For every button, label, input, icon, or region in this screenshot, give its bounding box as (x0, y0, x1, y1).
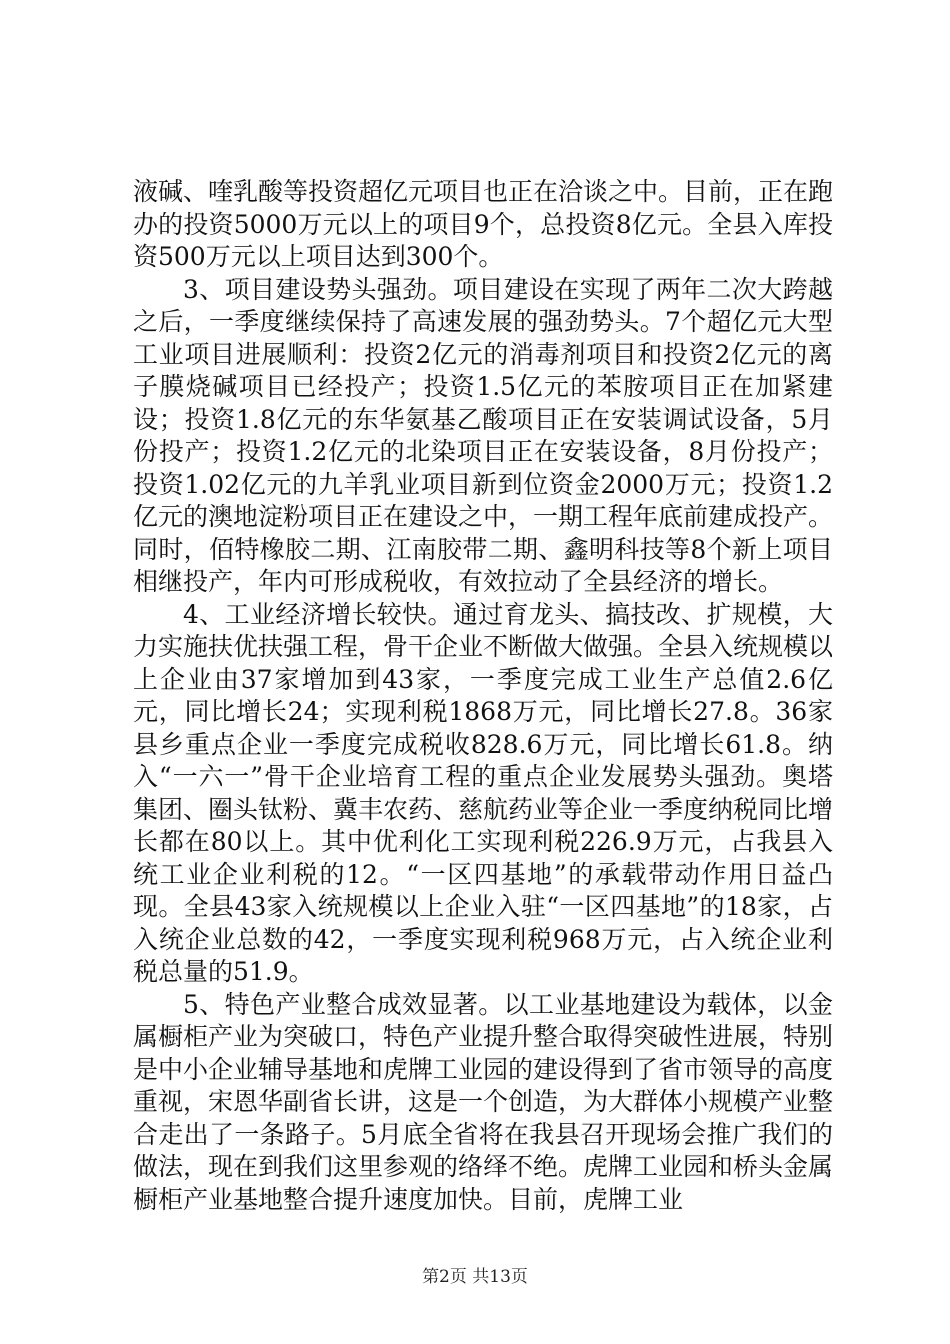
paragraph-industrial-growth: 4、工业经济增长较快。通过育龙头、搞技改、扩规模，大力实施扶优扶强工程，骨干企业不断做大做强。全县入统规模以上企业由37家增加到43家，一季度完成工业生产总值2.6亿元，同比增长24；实现利税1868万元，同比增长27.8。36家县乡重点企业一季度完成税收828.6万元，同比增长61.8。纳入“一六一”骨干企业培育工程的重点企业发展势头强劲。奥塔集团、圈头钛粉、冀丰农药、慈航药业等企业一季度纳税同比增长都在80以上。其中优利化工实现利税226.9万元，占我县入统工业企业利税的12。“一区四基地”的承载带动作用日益凸现。全县43家入统规模以上企业入驻“一区四基地”的18家，占入统企业总数的42，一季度实现利税968万元，占入统企业利税总量的51.9。 (133, 599, 834, 986)
paragraph-continuation: 液碱、喹乳酸等投资超亿元项目也正在洽谈之中。目前，正在跑办的投资5000万元以上的项目9个，总投资8亿元。全县入库投资500万元以上项目达到300个。 (133, 177, 834, 271)
page-footer: 第2页 共13页 (422, 1267, 528, 1287)
paragraph-industry-integration: 5、特色产业整合成效显著。以工业基地建设为载体，以金属橱柜产业为突破口，特色产业提升整合取得突破性进展，特别是中小企业辅导基地和虎牌工业园的建设得到了省市领导的高度重视，宋恩华副省长讲，这是一个创造，为大群体小规模产业整合走出了一条路子。5月底全省将在我县召开现场会推广我们的做法，现在到我们这里参观的络绎不绝。虎牌工业园和桥头金属橱柜产业基地整合提升速度加快。目前，虎牌工业 (133, 989, 834, 1214)
paragraph-project-construction: 3、项目建设势头强劲。项目建设在实现了两年二次大跨越之后，一季度继续保持了高速发展的强劲势头。7个超亿元大型工业项目进展顺利：投资2亿元的消毒剂项目和投资2亿元的离子膜烧碱项目已经投产；投资1.5亿元的苯胺项目正在加紧建设；投资1.8亿元的东华氨基乙酸项目正在安装调试设备，5月份投产；投资1.2亿元的北染项目正在安装设备，8月份投产；投资1.02亿元的九羊乳业项目新到位资金2000万元；投资1.2亿元的澳地淀粉项目正在建设之中，一期工程年底前建成投产。同时，佰特橡胶二期、江南胶带二期、鑫明科技等8个新上项目相继投产，年内可形成税收，有效拉动了全县经济的增长。 (133, 274, 834, 596)
document-body (133, 176, 833, 1216)
